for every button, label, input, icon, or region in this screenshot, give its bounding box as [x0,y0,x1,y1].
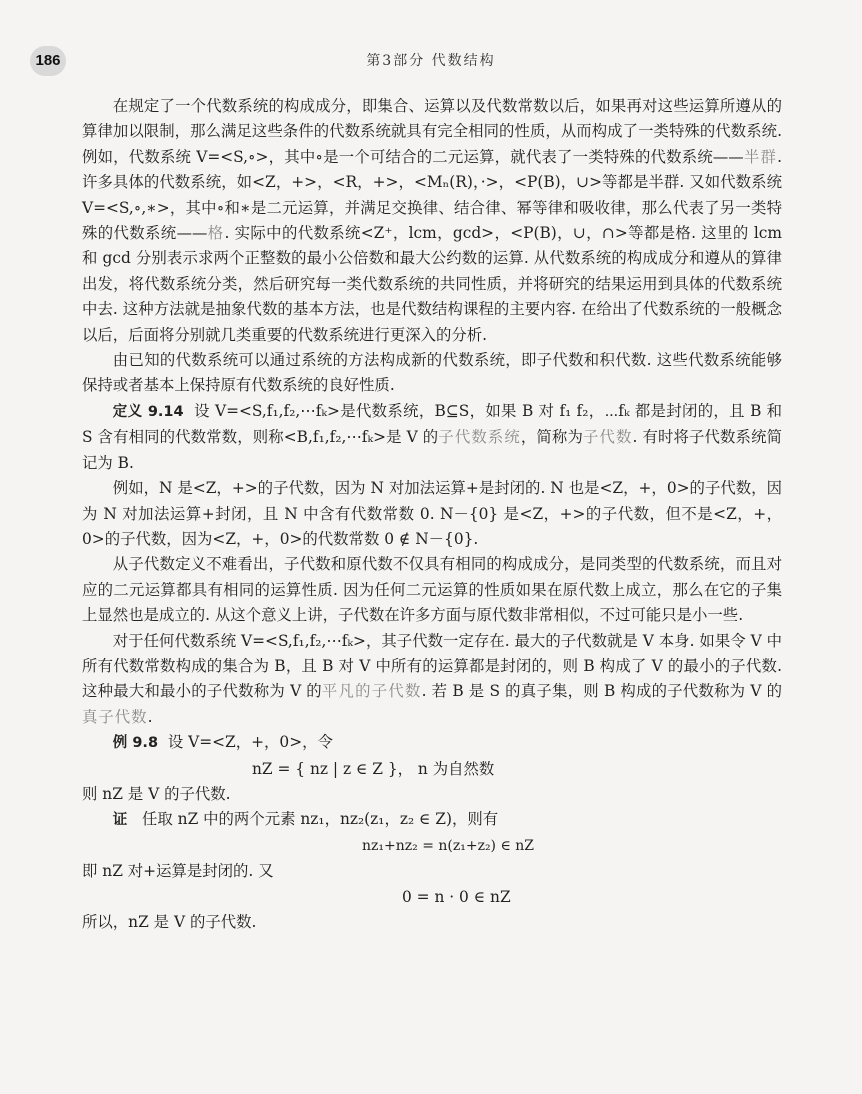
definition-label: 定义 9.14 [112,403,184,420]
definition-9-14: 定义 9.14 设 V=<S,f₁,f₂,⋯fₖ>是代数系统，B⊆S，如果 B 对 f₁ f₂，⋯fₖ 都是封闭的，且 B 和 S 含有相同的代数常数，则称<B,f₁,f₂,⋯fₖ>是 V 的子代数系统，简称为子代数. 有时将子代数系统简记为 B. [82,401,782,472]
statement-closed: 即 nZ 对+运算是封闭的. 又 [82,862,274,881]
page-header [0,46,862,76]
proof: 证 任取 nZ 中的两个元素 nz₁，nz₂(z₁，z₂ ∈ Z)，则有 [112,810,499,829]
paragraph-example-n: 例如，N 是<Z，+>的子代数，因为 N 对加法运算+是封闭的. N 也是<Z，+，0>的子代数，因为 N 对加法运算+封闭，且 N 中含有代数常数 0. N－{0} 是<Z，+>的子代数，但不是<Z，+，0>的子代数，因为<Z，+，0>的代数常数 0 ∉ N－{0}. [82,479,782,548]
running-head: 第3部分 代数结构 [366,53,496,69]
statement-conclusion: 所以，nZ 是 V 的子代数. [82,913,257,931]
term-proper-subalgebra: 真子代数 [82,707,148,726]
term-subalgebra-system: 子代数系统 [438,428,521,447]
paragraph-new-systems: 由已知的代数系统可以通过系统的方法构成新的代数系统，即子代数和积代数. 这些代数系统能够保持或者基本上保持原有代数系统的良好性质. [82,351,782,395]
equation-closure: nz₁+nz₂ = n(z₁+z₂) ∈ nZ [362,837,535,854]
page-body [82,94,782,935]
paragraph-trivial-subalgebra: 对于任何代数系统 V=<S,f₁,f₂,⋯fₖ>，其子代数一定存在. 最大的子代数就是 V 本身. 如果令 V 中所有代数常数构成的集合为 B，且 B 对 V 中所有的运算都是封闭的，则 B 构成了 V 的最小的子代数. 这种最大和最小的子代数称为 V 的平凡的子代数. 若 B 是 S 的真子集，则 B 构成的子代数称为 V 的真子代数. [82,631,782,726]
term-subalgebra: 子代数 [582,428,633,447]
paragraph-subalgebra-properties: 从子代数定义不难看出，子代数和原代数不仅具有相同的构成成分，是同类型的代数系统，而且对应的二元运算都具有相同的运算性质. 因为任何二元运算的性质如果在原代数上成立，那么在它的子集上显然也是成立的. 从这个意义上讲，子代数在许多方面与原代数非常相似，不过可能只是小一些. [82,555,782,625]
term-trivial-subalgebra: 平凡的子代数 [321,682,422,701]
example-9-8: 例 9.8 设 V=<Z，+，0>，令 [112,733,333,752]
proof-label: 证 [112,812,128,829]
statement-subalgebra: 则 nZ 是 V 的子代数. [82,784,231,803]
term-semigroup: 半群 [743,147,778,166]
equation-zero: 0 = n · 0 ∈ nZ [402,887,511,906]
page-number: 186 [30,46,66,76]
paragraph-algebra-classes: 在规定了一个代数系统的构成成分，即集合、运算以及代数常数以后，如果再对这些运算所遵从的算律加以限制，那么满足这些条件的代数系统就具有完全相同的性质，从而构成了一类特殊的代数系统. 例如，代数系统 V=<S,∘>，其中∘是一个可结合的二元运算，就代表了一类特殊的代数系统——半群. 许多具体的代数系统，如<Z，+>，<R，+>，<Mₙ(R)，·>，<P(B)，∪>等都是半群. 又如代数系统 V=<S,∘,∗>，其中∘和∗是二元运算，并满足交换律、结合律、幂等律和吸收律，那么代表了另一类特殊的代数系统——格. 实际中的代数系统<Z⁺，lcm，gcd>，<P(B)，∪，∩>等都是格. 这里的 lcm 和 gcd 分别表示求两个正整数的最小公倍数和最大公约数的运算. 从代数系统的构成成分和遵从的算律出发，将代数系统分类，然后研究每一类代数系统的共同性质，并将研究的结果运用到具体的代数系统中去. 这种方法就是抽象代数的基本方法，也是代数结构课程的主要内容. 在给出了代数系统的一般概念以后，后面将分别就几类重要的代数系统进行更深入的分析. [82,97,782,344]
equation-nz-definition: nZ = { nz | z ∈ Z }， n 为自然数 [252,759,495,778]
example-label: 例 9.8 [112,735,159,752]
term-lattice: 格 [207,224,225,243]
